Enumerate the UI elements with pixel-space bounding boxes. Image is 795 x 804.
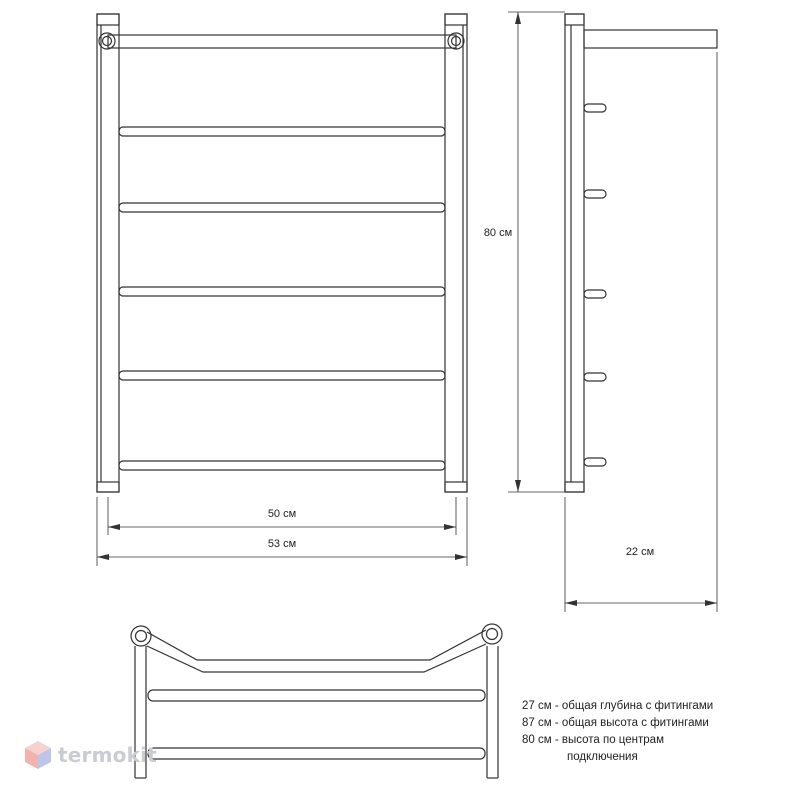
front-top-bar [108, 35, 456, 48]
side-rung-stubs [584, 104, 606, 466]
note-height: 87 см - общая высота с фитингами [522, 717, 709, 729]
side-top-bar [584, 30, 717, 48]
top-view-left-joint [131, 626, 151, 646]
side-view [565, 14, 717, 492]
brand-watermark [24, 740, 157, 770]
side-upright [565, 14, 584, 492]
front-left-upright [97, 14, 119, 492]
top-view-bent-bar [147, 630, 486, 660]
top-view-rail-2 [148, 748, 485, 759]
height-dimension [508, 12, 565, 492]
brand-name: termokit [58, 743, 157, 767]
cube-logo-icon [24, 740, 52, 770]
note-depth: 27 см - общая глубина с фитингами [522, 700, 714, 712]
front-right-upright [445, 14, 467, 492]
top-view [131, 624, 502, 778]
dimension-notes [522, 698, 713, 766]
depth-dimension [565, 52, 717, 612]
note-center-height: 80 см - высота по центрам [522, 734, 664, 746]
outer-width-label: 53 см [267, 538, 297, 550]
top-view-rail-1 [148, 690, 485, 701]
height-label: 80 см [483, 227, 513, 239]
top-view-right-joint [482, 624, 502, 644]
depth-label: 22 см [625, 546, 655, 558]
inner-width-label: 50 см [267, 508, 297, 520]
front-rungs [119, 127, 445, 470]
note-center-height-cont: подключения [567, 751, 638, 763]
front-view [97, 14, 467, 492]
